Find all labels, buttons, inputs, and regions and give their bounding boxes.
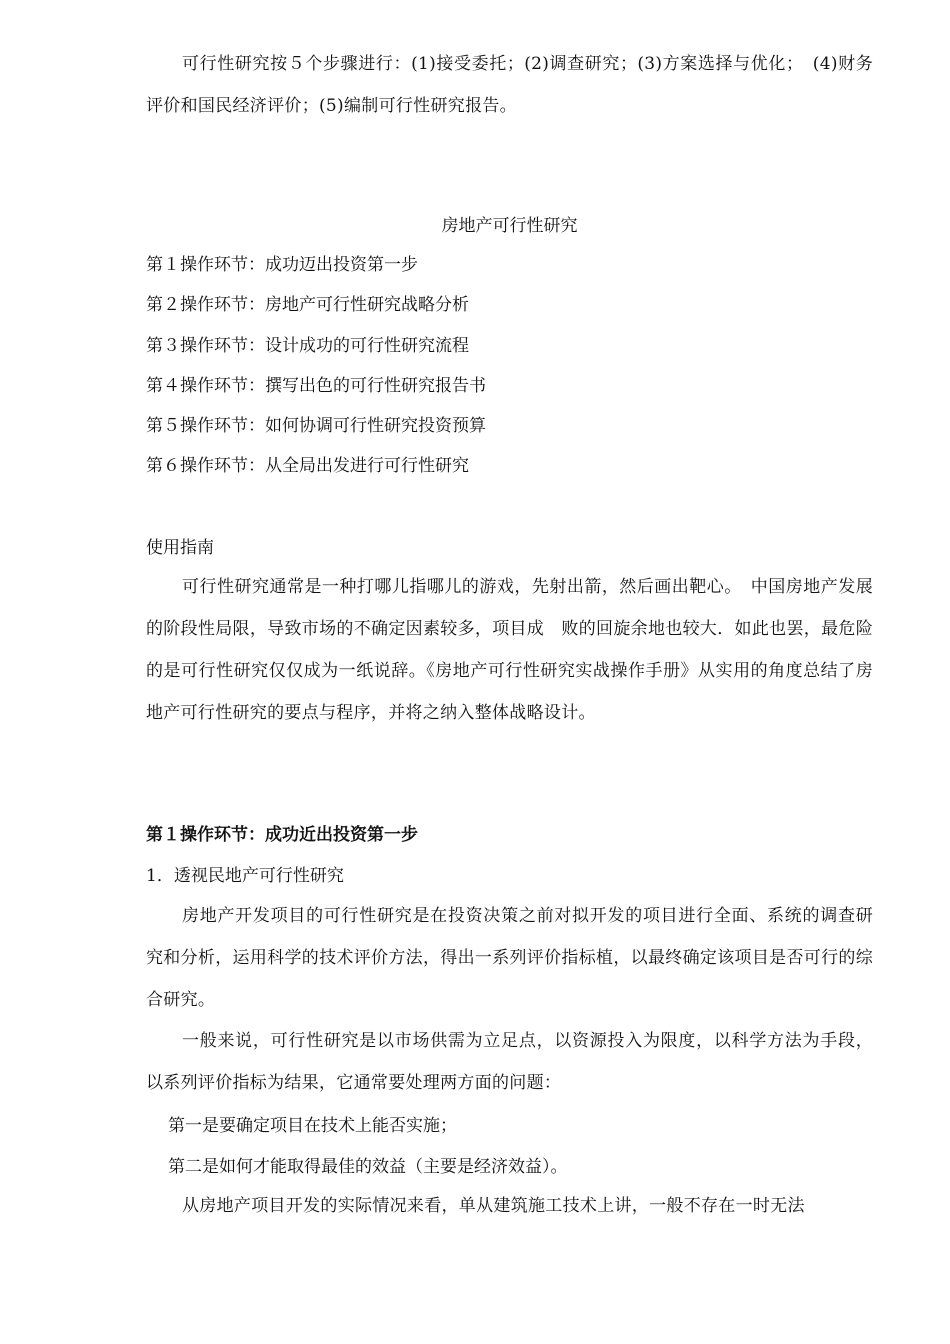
section1-point-1: 第一是要确定项目在技术上能否实施； [168,1116,457,1136]
toc-item-5: 第５操作环节：如何协调可行性研究投资预算 [146,416,486,436]
guide-paragraph: 可行性研究通常是一种打哪儿指哪儿的游戏，先射出箭，然后画出靶心。 中国房地产发展的阶段性局限，导致市场的不确定因素较多，项目成 败的回旋余地也较大．如此也罢，最危险的是可行性研究仅仅成为一纸说辞。《房地产可行性研究实战操作手册》从实用的角度总结了房地产可行性研究的要点与程序，并将之纳入整体战略设计。 [146,577,873,723]
toc-item-2: 第２操作环节：房地产可行性研究战略分析 [146,295,469,315]
toc-item-1: 第１操作环节：成功迈出投资第一步 [146,255,418,275]
section1-paragraph-2: 一般来说，可行性研究是以市场供需为立足点，以资源投入为限度，以科学方法为手段，以系列评价指标为结果，它通常要处理两方面的问题： [146,1031,873,1093]
section1-paragraph-1: 房地产开发项目的可行性研究是在投资决策之前对拟开发的项目进行全面、系统的调查研究和分析，运用科学的技术评价方法，得出一系列评价指标植，以最终确定该项目是否可行的综合研究。 [146,906,873,1010]
guide-heading: 使用指南 [146,538,214,558]
toc-item-6: 第６操作环节：从全局出发进行可行性研究 [146,456,469,476]
section1-point-2: 第二是如何才能取得最佳的效益（主要是经济效益）。 [168,1157,568,1177]
toc-item-4: 第４操作环节：撰写出色的可行性研究报告书 [146,376,486,396]
section1-heading: 第１操作环节：成功近出投资第一步 [146,825,418,845]
toc-title: 房地产可行性研究 [441,216,578,236]
section1-paragraph-3: 从房地产项目开发的实际情况来看，单从建筑施工技术上讲，一般不存在一时无法 [182,1196,805,1216]
section1-subheading: 1．透视民地产可行性研究 [146,866,344,886]
intro-paragraph: 可行性研究按５个步骤进行：(1)接受委托；(2)调查研究；(3)方案选择与优化； (4)财务评价和国民经济评价；(5)编制可行性研究报告。 [146,54,873,116]
toc-item-3: 第３操作环节：设计成功的可行性研究流程 [146,336,469,356]
